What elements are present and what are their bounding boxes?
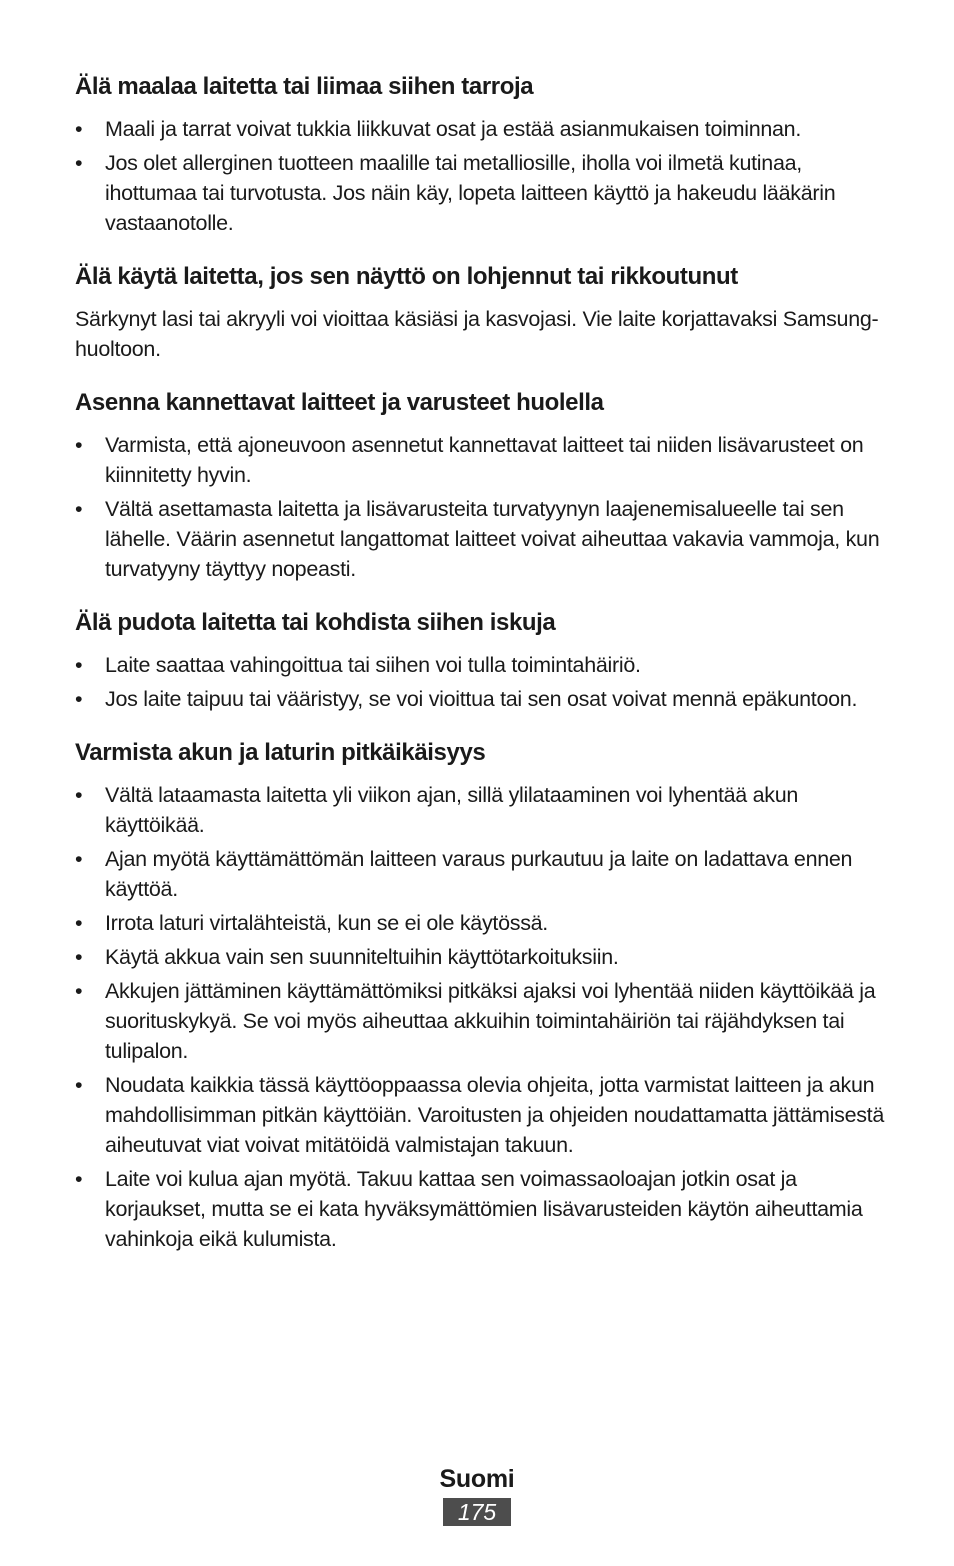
section-heading: Asenna kannettavat laitteet ja varusteet huolella xyxy=(75,389,604,416)
list-item xyxy=(75,1070,895,1160)
list-item xyxy=(75,976,895,1066)
section-heading: Älä maalaa laitetta tai liimaa siihen tarroja xyxy=(75,73,534,100)
section-paragraph: Särkynyt lasi tai akryyli voi vioittaa käsiäsi ja kasvojasi. Vie laite korjattavaksi Samsung-huoltoon. xyxy=(75,307,879,361)
list-item xyxy=(75,908,895,938)
bullet-list xyxy=(75,430,895,584)
list-item xyxy=(75,684,895,714)
list-item-text: Maali ja tarrat voivat tukkia liikkuvat osat ja estää asianmukaisen toiminnan. xyxy=(105,117,802,141)
list-item xyxy=(75,114,895,144)
list-item-text: Ajan myötä käyttämättömän laitteen varaus purkautuu ja laite on ladattava ennen käyttöä. xyxy=(105,847,853,901)
list-item-text: Käytä akkua vain sen suunniteltuihin käyttötarkoituksiin. xyxy=(105,945,619,969)
bullet-icon: • xyxy=(75,1167,83,1191)
bullet-icon: • xyxy=(75,1073,83,1097)
bullet-icon: • xyxy=(75,117,83,141)
bullet-list xyxy=(75,650,895,714)
list-item-text: Laite voi kulua ajan myötä. Takuu kattaa sen voimassaoloajan jotkin osat ja korjaukset, mutta se ei kata hyväksymättömien lisävarusteiden käytön aiheuttamia vahinkoja eikä kulumista. xyxy=(105,1167,863,1251)
list-item-text: Akkujen jättäminen käyttämättömiksi pitkäksi ajaksi voi lyhentää niiden käyttöikää ja suorituskykyä. Se voi myös aiheuttaa akkuihin toimintahäiriön tai räjähdyksen tai tulipalon. xyxy=(105,979,876,1063)
list-item-text: Varmista, että ajoneuvoon asennetut kannettavat laitteet tai niiden lisävarusteet on kiinnitetty hyvin. xyxy=(105,433,864,487)
bullet-list xyxy=(75,114,895,238)
section-heading: Varmista akun ja laturin pitkäikäisyys xyxy=(75,739,486,766)
list-item xyxy=(75,494,895,584)
section-paint-stickers xyxy=(75,72,895,238)
bullet-icon: • xyxy=(75,433,83,457)
list-item xyxy=(75,942,895,972)
list-item xyxy=(75,650,895,680)
list-item-text: Jos olet allerginen tuotteen maalille tai metalliosille, iholla voi ilmetä kutinaa, ihottumaa tai turvotusta. Jos näin käy, lopeta laitteen käyttö ja hakeudu lääkärin vastaanotolle. xyxy=(105,151,836,235)
footer-language: Suomi xyxy=(439,1465,515,1493)
page-number-badge: 175 xyxy=(443,1498,511,1526)
bullet-icon: • xyxy=(75,911,83,935)
list-item xyxy=(75,430,895,490)
section-battery-life xyxy=(75,738,895,1254)
page-content xyxy=(75,72,895,1278)
bullet-icon: • xyxy=(75,945,83,969)
section-install-devices xyxy=(75,388,895,584)
bullet-icon: • xyxy=(75,151,83,175)
bullet-icon: • xyxy=(75,497,83,521)
list-item-text: Vältä lataamasta laitetta yli viikon ajan, sillä ylilataaminen voi lyhentää akun käyttöikää. xyxy=(105,783,799,837)
list-item xyxy=(75,844,895,904)
bullet-icon: • xyxy=(75,847,83,871)
list-item-text: Vältä asettamasta laitetta ja lisävarusteita turvatyynyn laajenemisalueelle tai sen lähelle. Väärin asennetut langattomat laitteet voivat aiheuttaa vakavia vammoja, kun turvatyyny täyttyy nopeasti. xyxy=(105,497,880,581)
bullet-list xyxy=(75,780,895,1254)
section-broken-screen xyxy=(75,262,895,364)
list-item-text: Laite saattaa vahingoittua tai siihen voi tulla toimintahäiriö. xyxy=(105,653,641,677)
section-drop-impact xyxy=(75,608,895,714)
page-footer xyxy=(0,1462,954,1526)
bullet-icon: • xyxy=(75,687,83,711)
list-item-text: Irrota laturi virtalähteistä, kun se ei ole käytössä. xyxy=(105,911,548,935)
bullet-icon: • xyxy=(75,979,83,1003)
list-item-text: Jos laite taipuu tai vääristyy, se voi vioittua tai sen osat voivat mennä epäkuntoon. xyxy=(105,687,858,711)
section-heading: Älä käytä laitetta, jos sen näyttö on lohjennut tai rikkoutunut xyxy=(75,263,738,290)
bullet-icon: • xyxy=(75,783,83,807)
list-item xyxy=(75,780,895,840)
section-heading: Älä pudota laitetta tai kohdista siihen iskuja xyxy=(75,609,556,636)
list-item xyxy=(75,148,895,238)
list-item-text: Noudata kaikkia tässä käyttöoppaassa olevia ohjeita, jotta varmistat laitteen ja akun mahdollisimman pitkän käyttöiän. Varoitusten ja ohjeiden noudattamatta jättämisestä aiheutuvat viat voivat mitätöidä valmistajan takuun. xyxy=(105,1073,885,1157)
list-item xyxy=(75,1164,895,1254)
bullet-icon: • xyxy=(75,653,83,677)
